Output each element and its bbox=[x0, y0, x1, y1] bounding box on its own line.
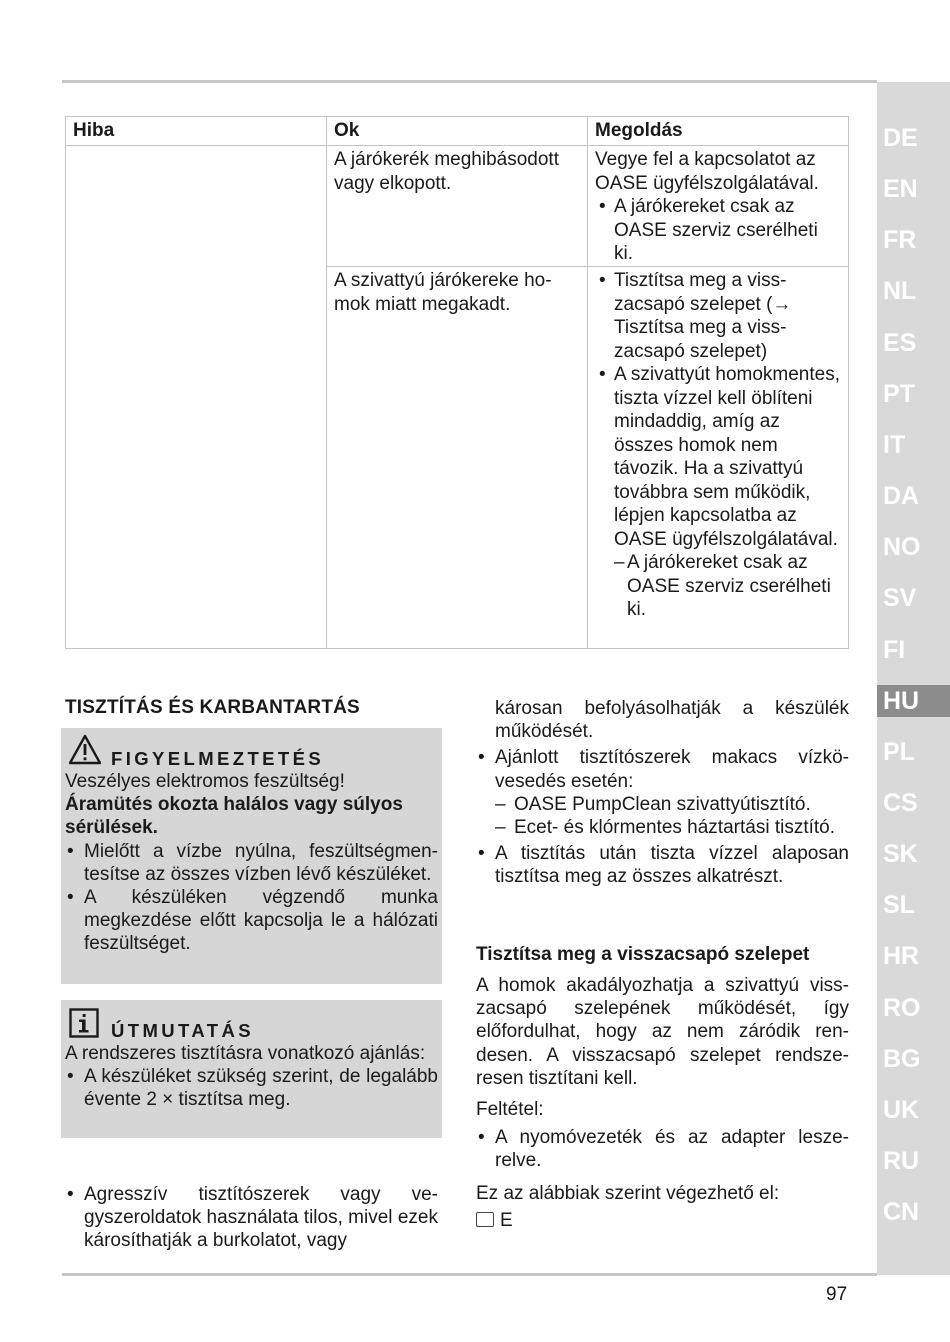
solution-2-bullet-2: • A szivattyút homokmentes, tiszta vízzel kell öblíteni mindaddig, amíg az összes homok nem távozik. Ha a szivattyú továbbra sem működik, lépjen kapcsolatba az OASE ügyfélszolgálatával. bbox=[595, 363, 841, 551]
condition-label: Feltétel: bbox=[476, 1099, 544, 1121]
solution-1-bullet: • A járókereket csak az OASE szerviz cserélheti ki. bbox=[595, 195, 841, 266]
language-sidebar bbox=[877, 82, 950, 1275]
cause-1-text: A járókerék meghibásodott vagy elkopott. bbox=[334, 149, 559, 194]
right-column-top bbox=[476, 697, 849, 889]
cell-solution-1 bbox=[587, 145, 849, 267]
language-tab-fi: FI bbox=[883, 635, 906, 664]
page-number: 97 bbox=[826, 1284, 848, 1305]
procedure-step bbox=[476, 1209, 849, 1232]
condition-bullet: • A nyomóvezeték és az adapter leszerelve. bbox=[476, 1126, 849, 1172]
language-tab-hu: HU bbox=[877, 685, 950, 717]
top-rule bbox=[62, 80, 877, 83]
cell-hiba-empty bbox=[65, 145, 327, 649]
procedure-step-label: E bbox=[500, 1209, 513, 1231]
info-bullet: • A készüléket szükség szerint, de legalább évente 2 × tisztítsa meg. bbox=[65, 1065, 438, 1111]
language-tab-sv: SV bbox=[883, 584, 917, 613]
language-tab-no: NO bbox=[883, 533, 921, 562]
cleaner-dash-1: – OASE PumpClean szivattyútisztító. bbox=[476, 793, 849, 816]
language-tab-sl: SL bbox=[883, 891, 915, 920]
language-tab-ro: RO bbox=[883, 993, 921, 1022]
language-tab-cs: CS bbox=[883, 788, 918, 817]
solution-2-bullet-1: • Tisztítsa meg a visszacsapó szelepet (→ Tisztítsa meg a visszacsapó szelepet) bbox=[595, 269, 841, 363]
subheading-check-valve: Tisztítsa meg a visszacsapó szelepet bbox=[476, 944, 810, 965]
header-megoldas: Megoldás bbox=[587, 116, 849, 146]
language-tab-sk: SK bbox=[883, 840, 918, 869]
cell-cause-2 bbox=[326, 266, 588, 649]
language-tab-pl: PL bbox=[883, 737, 915, 766]
checkbox-icon bbox=[476, 1212, 494, 1227]
warning-label: FIGYELMEZTETÉS bbox=[111, 747, 325, 769]
recommended-cleaners-bullet: • Ajánlott tisztítószerek makacs vízkövesedés esetén: bbox=[476, 746, 849, 792]
language-tab-uk: UK bbox=[883, 1095, 920, 1124]
rinse-bullet: • A tisztítás után tiszta vízzel alaposan tisztítsa meg az összes alkatrészt. bbox=[476, 842, 849, 888]
solution-1-text: Vegye fel a kapcsolatot az OASE ügyfélszolgálatával. bbox=[595, 149, 819, 194]
warning-bullet-2: • A készüléken végzendő munka megkezdése előtt kapcsolja le a hálózati feszültséget. bbox=[65, 886, 438, 956]
language-tab-ru: RU bbox=[883, 1147, 920, 1175]
warning-line: Veszélyes elektromos feszültség! bbox=[65, 771, 345, 792]
language-tab-nl: NL bbox=[883, 277, 917, 306]
cleaner-dash-2: – Ecet- és klórmentes háztartási tisztító. bbox=[476, 816, 849, 839]
troubleshooting-table bbox=[65, 116, 849, 649]
info-box bbox=[61, 1000, 442, 1138]
warning-box bbox=[61, 728, 442, 984]
check-valve-paragraph: A homok akadályozhatja a szivattyú visszacsapó szelepének működését, így előfordulhat, hogy az nem záródik rendesen. A visszacsapó szelepet rendszeresen tisztítani kell. bbox=[476, 975, 849, 1089]
language-tab-en: EN bbox=[883, 175, 918, 204]
bottom-rule bbox=[62, 1273, 877, 1276]
agressive-cleaner-bullet: • Agresszív tisztítószerek vagy vegyszeroldatok használata tilos, mivel ezek károsíthatják a burkolatot, vagy bbox=[65, 1183, 438, 1253]
cause-2-text: A szivattyú járókereke homok miatt megakadt. bbox=[334, 270, 552, 315]
solution-2-dash: – A járókereket csak az OASE szerviz cserélheti ki. bbox=[614, 551, 841, 622]
right-column-bottom bbox=[476, 974, 849, 1232]
warning-header bbox=[65, 728, 438, 770]
cell-solution-2 bbox=[587, 266, 849, 649]
language-tab-it: IT bbox=[883, 430, 906, 459]
info-icon bbox=[69, 1008, 99, 1038]
language-tab-bg: BG bbox=[883, 1044, 921, 1073]
warning-bullet-1: • Mielőtt a vízbe nyúlna, feszültségmentesítse az összes vízben lévő készüléket. bbox=[65, 840, 438, 886]
warning-triangle-icon bbox=[69, 734, 101, 766]
language-tab-de: DE bbox=[883, 124, 918, 152]
language-tab-da: DA bbox=[883, 482, 920, 511]
header-ok: Ok bbox=[326, 116, 588, 146]
info-header bbox=[65, 1000, 438, 1042]
continued-text: károsan befolyásolhatják a készülék működését. bbox=[495, 698, 849, 743]
header-hiba: Hiba bbox=[65, 116, 327, 146]
language-tab-fr: FR bbox=[883, 226, 917, 255]
language-tab-es: ES bbox=[883, 328, 917, 357]
warning-bold: Áramütés okozta halálos vagy súlyos sérülések. bbox=[65, 794, 403, 839]
language-tab-hr: HR bbox=[883, 942, 920, 971]
procedure-text: Ez az alábbiak szerint végezhető el: bbox=[476, 1182, 780, 1204]
left-column-bullet-block bbox=[65, 1183, 438, 1253]
language-tab-pt: PT bbox=[883, 379, 915, 408]
info-label: ÚTMUTATÁS bbox=[111, 1019, 254, 1041]
language-tab-cn: CN bbox=[883, 1198, 920, 1227]
info-line: A rendszeres tisztításra vonatkozó ajánlás: bbox=[65, 1043, 426, 1064]
cell-cause-1 bbox=[326, 145, 588, 267]
section-title: TISZTÍTÁS ÉS KARBANTARTÁS bbox=[65, 697, 360, 718]
